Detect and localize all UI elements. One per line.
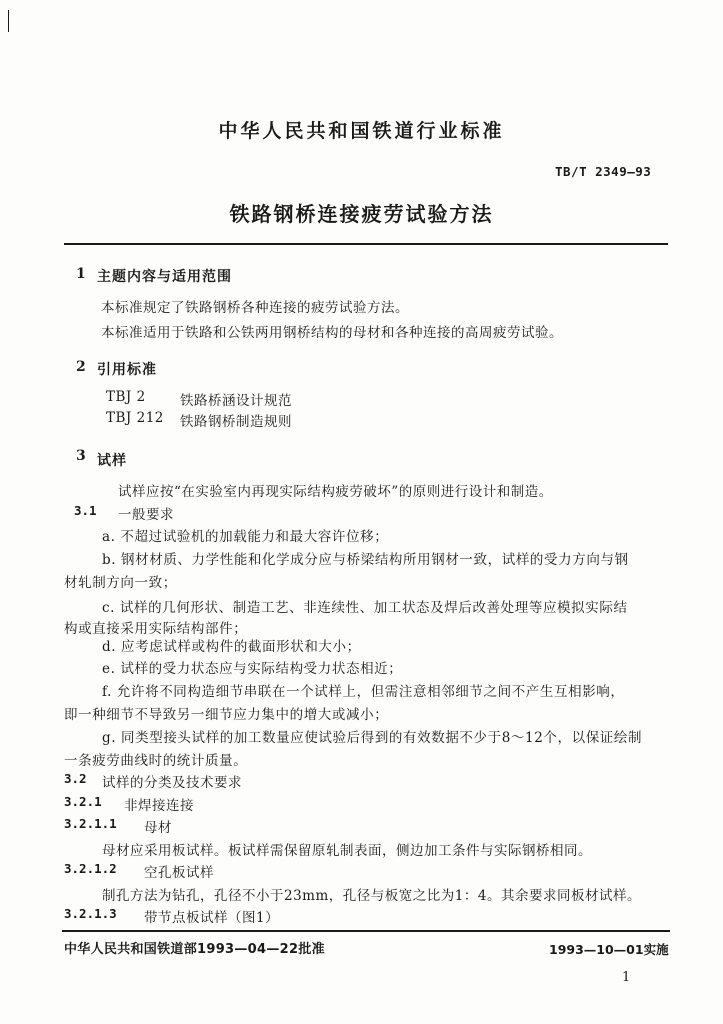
approval-line: 中华人民共和国铁道部1993—04—22批准: [64, 942, 325, 957]
clause-3-2-1-2-text: 制孔方法为钻孔，孔径不小于23mm，孔径与板宽之比为1：4。其余要求同板材试样。: [102, 888, 641, 904]
reference-code: TBJ 212: [106, 410, 164, 426]
requirement-a: a. 不超过试验机的加载能力和最大容许位移；: [102, 529, 389, 545]
clause-3-2-1-2-number: 3.2.1.2: [64, 861, 117, 876]
clause-3-2-1-number: 3.2.1: [64, 794, 102, 809]
requirement-d: d. 应考虑试样或构件的截面形状和大小；: [102, 639, 361, 655]
reference-code: TBJ 2: [106, 389, 146, 405]
requirement-e: e. 试样的受力状态应与实际结构受力状态相近；: [102, 661, 403, 677]
footer-divider: [62, 930, 670, 932]
issuing-organization: 中华人民共和国铁道行业标准: [218, 120, 505, 142]
clause-3-2-1-3-number: 3.2.1.3: [64, 906, 117, 921]
requirement-c-line-2: 构或直接采用实际结构部件；: [64, 621, 248, 637]
clause-3-2-1-1-text: 母材应采用板试样。板试样需保留原轧制表面，侧边加工条件与实际钢桥相同。: [102, 843, 592, 859]
section-1-heading: 主题内容与适用范围: [97, 269, 232, 285]
section-2-heading: 引用标准: [97, 362, 157, 378]
clause-3-1-number: 3.1: [74, 503, 97, 518]
requirement-g-line-2: 一条疲劳曲线时的统计质量。: [64, 753, 248, 769]
section-3-heading: 试样: [97, 453, 127, 469]
reference-name: 铁路钢桥制造规则: [180, 414, 292, 430]
standard-code: TB/T 2349—93: [555, 164, 652, 179]
clause-3-2-1-1-number: 3.2.1.1: [64, 816, 117, 831]
section-2-number: 2: [76, 359, 87, 375]
document-title: 铁路钢桥连接疲劳试验方法: [229, 202, 494, 226]
section-1-paragraph-2: 本标准适用于铁路和公铁两用钢桥结构的母材和各种连接的高周疲劳试验。: [101, 325, 563, 341]
clause-3-2-1-title: 非焊接连接: [124, 798, 194, 814]
requirement-b-line-2: 材轧制方向一致；: [64, 575, 177, 591]
requirement-g-line-1: g. 同类型接头试样的加工数量应使试验后得到的有效数据不少于8～12个，以保证绘制: [102, 730, 643, 746]
requirement-f-line-2: 即一种细节不导致另一细节应力集中的增大或减小；: [64, 707, 389, 723]
section-1-paragraph-1: 本标准规定了铁路钢桥各种连接的疲劳试验方法。: [101, 300, 409, 316]
requirement-f-line-1: f. 允许将不同构造细节串联在一个试样上，但需注意相邻细节之间不产生互相影响，: [102, 684, 625, 700]
clause-3-1-title: 一般要求: [118, 507, 174, 523]
section-3-intro: 试样应按“在实验室内再现实际结构疲劳破坏”的原则进行设计和制造。: [118, 484, 553, 500]
clause-3-2-1-2-title: 空孔板试样: [144, 865, 214, 881]
effective-date: 1993—10—01实施: [549, 942, 669, 957]
header-divider: [64, 243, 668, 245]
clause-3-2-1-3-title: 带节点板试样（图1）: [144, 910, 280, 926]
requirement-c-line-1: c. 试样的几何形状、制造工艺、非连续性、加工状态及焊后改善处理等应模拟实际结: [102, 600, 628, 616]
clause-3-2-number: 3.2: [64, 771, 87, 786]
page-number: 1: [622, 970, 631, 985]
section-3-number: 3: [76, 448, 87, 464]
requirement-b-line-1: b. 钢材材质、力学性能和化学成分应与桥梁结构所用钢材一致，试样的受力方向与钢: [102, 552, 629, 568]
reference-name: 铁路桥涵设计规范: [180, 393, 292, 409]
clause-3-2-title: 试样的分类及技术要求: [102, 775, 242, 791]
section-1-number: 1: [76, 266, 87, 282]
scan-mark: [8, 10, 9, 32]
clause-3-2-1-1-title: 母材: [144, 820, 172, 836]
